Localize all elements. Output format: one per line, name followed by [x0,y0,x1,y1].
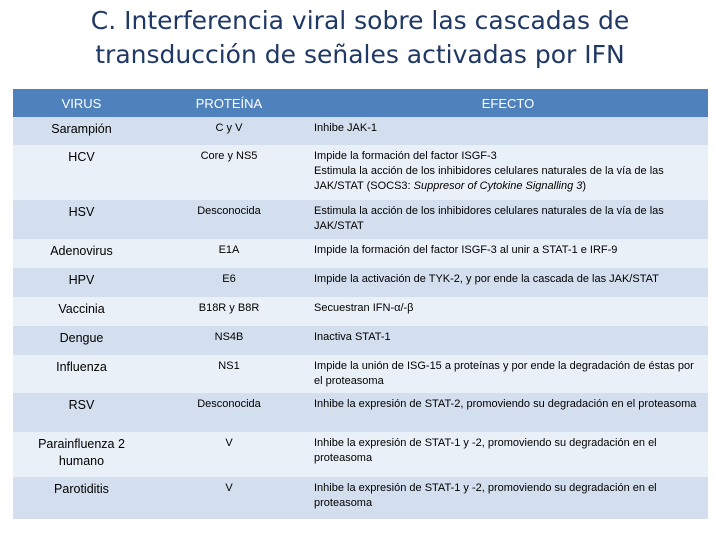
header-protein: PROTEÍNA [150,89,308,117]
table-row [13,432,708,477]
effect-cell: Inhibe la expresión de STAT-2, promoviendo su degradación en el proteasoma [308,393,708,432]
effect-cell: Impide la activación de TYK-2, y por ende la cascada de las JAK/STAT [308,268,708,297]
table-row [13,326,708,355]
effect-line: Impide la formación del factor ISGF-3 [314,150,497,162]
virus-cell: HCV [13,145,150,200]
table-row [13,268,708,297]
effect-cell: Inhibe la expresión de STAT-1 y -2, promoviendo su degradación en el proteasoma [308,432,708,477]
virus-cell: Parainfluenza 2 humano [13,432,150,477]
virus-cell: Vaccinia [13,297,150,326]
protein-cell: V [150,477,308,519]
virus-cell: RSV [13,393,150,432]
effect-cell: Secuestran IFN-α/-β [308,297,708,326]
table-body [13,117,708,519]
slide-title [0,4,720,72]
effect-cell: Inhibe la expresión de STAT-1 y -2, promoviendo su degradación en el proteasoma [308,477,708,519]
effect-cell: Impide la formación del factor ISGF-3 al unir a STAT-1 e IRF-9 [308,239,708,268]
virus-cell: Dengue [13,326,150,355]
table-row [13,297,708,326]
title-line-2: transducción de señales activadas por IFN [95,40,625,69]
virus-cell: Parotiditis [13,477,150,519]
protein-cell: B18R y B8R [150,297,308,326]
virus-cell: HPV [13,268,150,297]
protein-cell: C y V [150,117,308,145]
protein-cell: E6 [150,268,308,297]
effect-line-end: ) [582,180,587,192]
effect-italic: Suppresor of Cytokine Signalling 3 [413,180,583,192]
protein-cell: NS4B [150,326,308,355]
table-row [13,117,708,145]
protein-cell: Core y NS5 [150,145,308,200]
virus-cell: Sarampión [13,117,150,145]
protein-cell: E1A [150,239,308,268]
virus-cell: Influenza [13,355,150,393]
table-row [13,393,708,432]
effect-cell: Impide la unión de ISG-15 a proteínas y por ende la degradación de éstas por el proteasoma [308,355,708,393]
table-row [13,239,708,268]
header-row [13,89,708,117]
table-row [13,477,708,519]
protein-cell: Desconocida [150,393,308,432]
effect-cell: Inactiva STAT-1 [308,326,708,355]
table-row [13,200,708,239]
protein-cell: V [150,432,308,477]
protein-cell: NS1 [150,355,308,393]
effect-cell [308,145,708,200]
table-header [13,89,708,117]
header-virus: VIRUS [13,89,150,117]
virus-cell: HSV [13,200,150,239]
effect-cell: Inhibe JAK-1 [308,117,708,145]
protein-cell: Desconocida [150,200,308,239]
table-row [13,145,708,200]
header-effect: EFECTO [308,89,708,117]
virus-cell: Adenovirus [13,239,150,268]
table-row [13,355,708,393]
viral-interference-table [13,89,708,519]
title-line-1: C. Interferencia viral sobre las cascadas de [90,6,630,35]
effect-cell: Estimula la acción de los inhibidores celulares naturales de la vía de las JAK/STAT [308,200,708,239]
effect-line: Estimula la acción de los inhibidores celulares naturales de la vía de las JAK/STAT (SOCS3: [314,165,664,192]
